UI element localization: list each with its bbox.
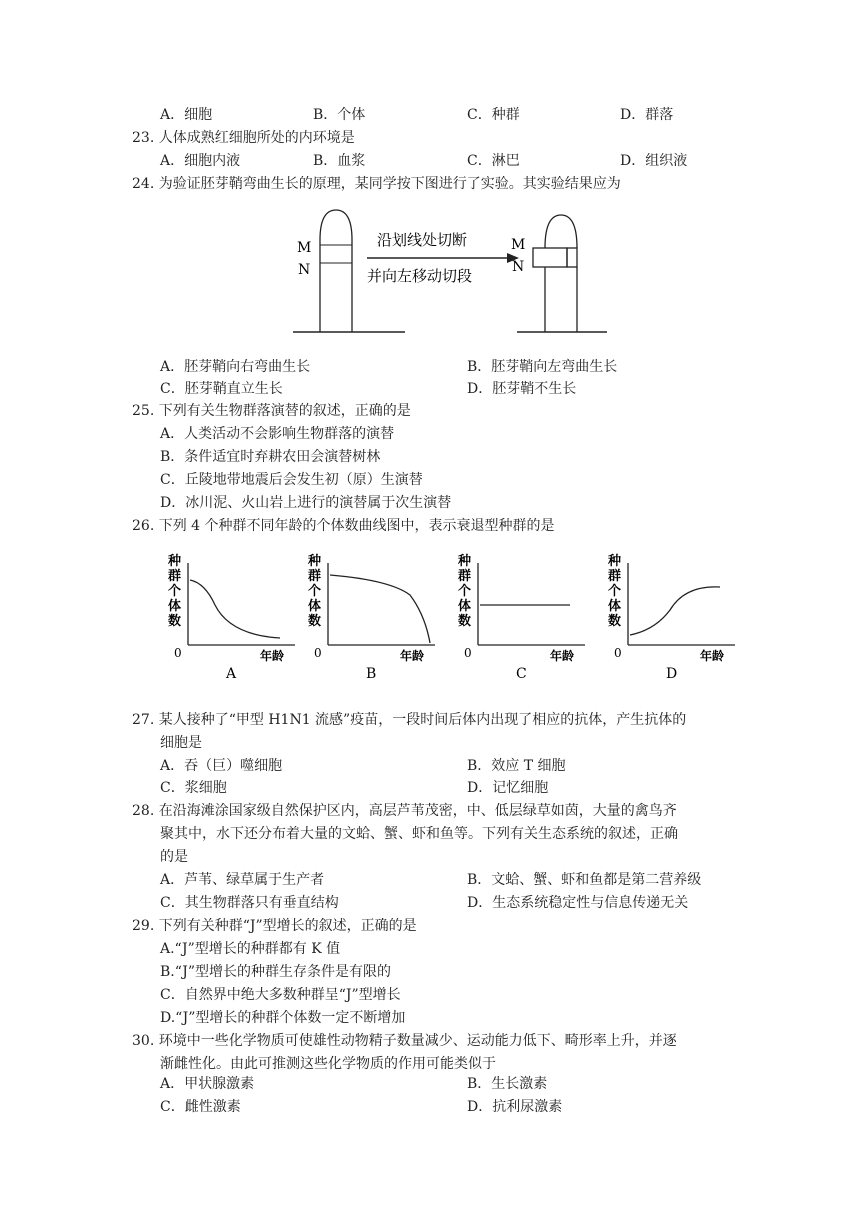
q26-origin-label: 0 — [174, 646, 182, 660]
q27-option-b: B．效应 T 细胞 — [467, 758, 566, 774]
q25-option-d: D．冰川泥、火山岩上进行的演替属于次生演替 — [160, 495, 452, 511]
q27-stem-line1: 27. 某人接种了“甲型 H1N1 流感”疫苗，一段时间后体内出现了相应的抗体，产生抗体的 — [132, 712, 687, 728]
q26-ylabel-char: 个 — [308, 584, 322, 599]
q28-stem-line1: 28. 在沿海滩涂国家级自然保护区内，高层芦苇茂密，中、低层绿草如茵，大量的禽鸟齐 — [132, 803, 677, 819]
q26-origin-label: 0 — [614, 646, 622, 660]
q30-option-a: A．甲状腺激素 — [160, 1076, 255, 1092]
q26-ylabel-char: 个 — [168, 584, 182, 599]
q26-graph-letter: B — [366, 666, 377, 682]
q26-xlabel: 年龄 — [700, 649, 725, 663]
q26-ylabel-char: 群 — [168, 569, 182, 584]
q26-ylabel-char: 群 — [458, 569, 472, 584]
q22-option-d: D．群落 — [620, 107, 674, 123]
q30-option-c: C．雌性激素 — [160, 1099, 241, 1115]
q23-stem: 23. 人体成熟红细胞所处的内环境是 — [132, 130, 355, 146]
q26-graph-letter: D — [666, 666, 678, 682]
q28-stem-line2: 聚其中，水下还分布着大量的文蛤、蟹、虾和鱼等。下列有关生态系统的叙述，正确 — [160, 826, 678, 842]
q29-option-b: B.“J”型增长的种群生存条件是有限的 — [160, 964, 391, 980]
q26-xlabel: 年龄 — [260, 649, 285, 663]
q26-curve — [190, 580, 280, 638]
q29-option-c: C．自然界中绝大多数种群呈“J”型增长 — [160, 987, 401, 1003]
q27-option-d: D．记忆细胞 — [467, 780, 549, 796]
q26-ylabel-char: 种 — [458, 554, 472, 569]
q26-ylabel-char: 数 — [308, 614, 322, 629]
q22-option-c: C．种群 — [467, 107, 520, 123]
q26-curve — [330, 575, 430, 643]
q26-xlabel: 年龄 — [550, 649, 575, 663]
q26-ylabel-char: 数 — [608, 614, 622, 629]
q26-ylabel-char: 体 — [168, 599, 182, 614]
q26-ylabel-char: 体 — [608, 599, 622, 614]
q26-ylabel-char: 数 — [458, 614, 472, 629]
q25-option-b: B．条件适宜时弃耕农田会演替树林 — [160, 449, 381, 465]
q26-origin-label: 0 — [314, 646, 322, 660]
q24-stem: 24. 为验证胚芽鞘弯曲生长的原理，某同学按下图进行了实验。其实验结果应为 — [132, 176, 621, 192]
q30-option-d: D．抗利尿激素 — [467, 1099, 563, 1115]
q23-option-d: D．组织液 — [620, 153, 688, 169]
q24-option-c: C．胚芽鞘直立生长 — [160, 381, 283, 397]
q28-option-d: D．生态系统稳定性与信息传递无关 — [467, 895, 689, 911]
q30-stem-line2: 渐雌性化。由此可推测这些化学物质的作用可能类似于 — [160, 1056, 496, 1072]
q26-ylabel-char: 群 — [608, 569, 622, 584]
q24-option-d: D．胚芽鞘不生长 — [467, 381, 577, 397]
q28-option-b: B．文蛤、蟹、虾和鱼都是第二营养级 — [467, 872, 702, 888]
q24-label-m-left: M — [297, 240, 312, 256]
q26-stem: 26. 下列 4 个种群不同年龄的个体数曲线图中，表示衰退型种群的是 — [132, 518, 555, 534]
q26-graph-letter: A — [226, 666, 237, 682]
q26-ylabel-char: 种 — [168, 554, 182, 569]
q29-option-d: D.“J”型增长的种群个体数一定不断增加 — [160, 1010, 406, 1026]
q24-option-b: B．胚芽鞘向左弯曲生长 — [467, 359, 618, 375]
q28-option-a: A．芦苇、绿草属于生产者 — [160, 872, 325, 888]
q29-stem: 29. 下列有关种群“J”型增长的叙述，正确的是 — [132, 918, 417, 934]
q26-ylabel-char: 体 — [458, 599, 472, 614]
q28-stem-line3: 的是 — [160, 849, 188, 865]
q24-arrow-bottom-text: 并向左移动切段 — [367, 267, 473, 285]
q26-ylabel-char: 体 — [308, 599, 322, 614]
q26-graph-d — [607, 553, 735, 682]
q24-arrow-top-text: 沿划线处切断 — [377, 231, 468, 249]
q26-ylabel-char: 种 — [608, 554, 622, 569]
q26-ylabel-char: 个 — [458, 584, 472, 599]
q30-option-b: B．生长激素 — [467, 1076, 548, 1092]
q27-stem-line2: 细胞是 — [160, 735, 202, 751]
q26-graph-a — [167, 553, 295, 682]
q26-curve — [630, 587, 720, 635]
q27-option-c: C．浆细胞 — [160, 780, 227, 796]
q24-coleoptile-figure — [285, 205, 615, 340]
q25-stem: 25. 下列有关生物群落演替的叙述，正确的是 — [132, 403, 411, 419]
q27-option-a: A．吞（巨）噬细胞 — [160, 758, 283, 774]
q26-ylabel-char: 群 — [308, 569, 322, 584]
q24-option-a: A．胚芽鞘向右弯曲生长 — [160, 359, 311, 375]
q24-label-m-right: M — [511, 237, 526, 253]
q23-option-c: C．淋巴 — [467, 153, 520, 169]
q22-option-a: A．细胞 — [160, 107, 213, 123]
q30-stem-line1: 30. 环境中一些化学物质可使雄性动物精子数量减少、运动能力低下、畸形率上升，并逐 — [132, 1033, 677, 1049]
q26-ylabel-char: 个 — [608, 584, 622, 599]
q24-label-n-right: N — [512, 259, 525, 275]
q26-xlabel: 年龄 — [400, 649, 425, 663]
q22-option-b: B．个体 — [313, 107, 366, 123]
q26-ylabel-char: 种 — [308, 554, 322, 569]
q28-option-c: C．其生物群落只有垂直结构 — [160, 895, 339, 911]
q23-option-a: A．细胞内液 — [160, 153, 241, 169]
q25-option-a: A．人类活动不会影响生物群落的演替 — [160, 426, 395, 442]
q23-option-b: B．血浆 — [313, 153, 366, 169]
q26-origin-label: 0 — [464, 646, 472, 660]
q26-graphs-figure — [160, 545, 740, 690]
q25-option-c: C．丘陵地带地震后会发生初（原）生演替 — [160, 472, 423, 488]
q26-graph-b — [307, 553, 435, 682]
q26-graph-c — [457, 553, 585, 682]
q26-ylabel-char: 数 — [168, 614, 182, 629]
q24-label-n-left: N — [298, 262, 311, 278]
q29-option-a: A.“J”型增长的种群都有 K 值 — [160, 941, 341, 957]
q26-graph-letter: C — [516, 666, 527, 682]
